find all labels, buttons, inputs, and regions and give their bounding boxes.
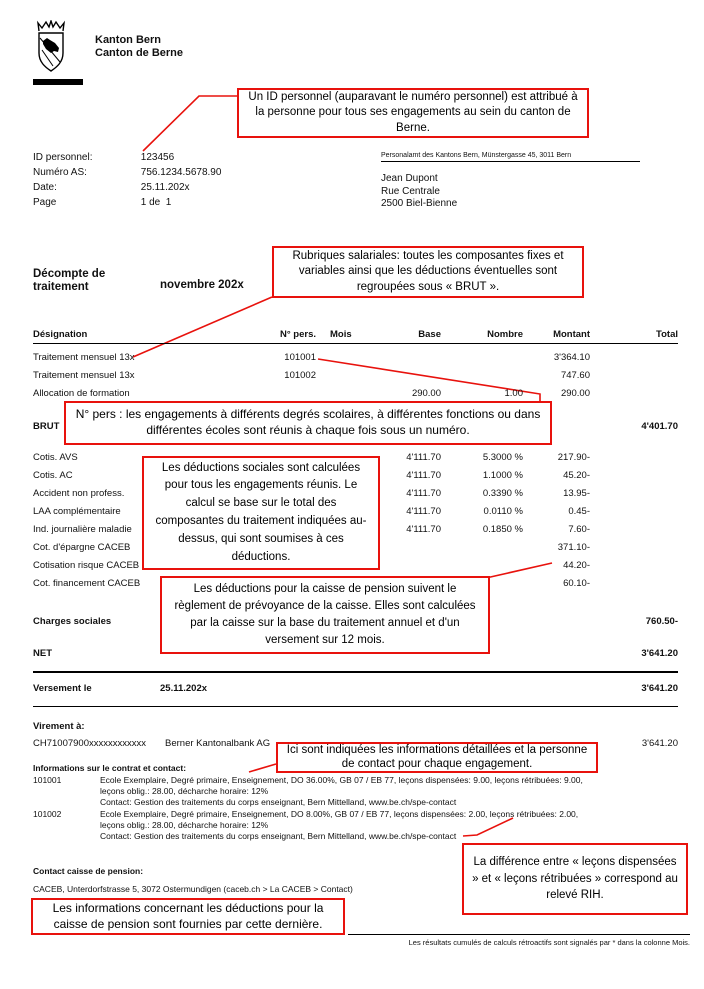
col-base: Base — [418, 329, 441, 340]
table-row-deduction — [33, 578, 678, 589]
doc-period: novembre 202x — [160, 279, 244, 291]
table-row-earning — [33, 352, 678, 363]
table-row-charges — [33, 616, 678, 627]
recipient-address — [381, 173, 457, 211]
meta-label: Page — [33, 197, 57, 208]
contract-item-id: 101001 — [33, 775, 62, 785]
divider-bar — [33, 79, 83, 85]
meta-row-id-personnel — [33, 152, 373, 163]
cell-montant — [523, 648, 590, 659]
cell-designation: Allocation de formation — [33, 388, 130, 399]
table-row-earning — [33, 388, 678, 399]
col-mois: Mois — [330, 329, 352, 340]
contracts-heading: Informations sur le contrat et contact: — [33, 763, 187, 773]
contract-item — [100, 809, 688, 842]
cell-designation: Charges sociales — [33, 616, 112, 627]
cell-npers — [270, 542, 316, 553]
callout-deductions-sociales-text: Les déductions sociales sont calculées pour tous les engagements réunis. Le calcul se base sur le total des composantes du traitement indiquées au-dessus, qui sont soumises à ces déductions. — [155, 461, 367, 563]
contract-line3: Contact: Gestion des traitements du corps enseignant, Bern Mittelland, www.be.ch/spe-contact — [100, 797, 457, 807]
cell-nombre: 5.3000 % — [482, 452, 523, 463]
contract-line2: leçons oblig.: 28.00, décharche horaire: 12% — [100, 820, 269, 830]
cell-base: 4'111.70 — [406, 488, 441, 499]
cell-montant: 371.10- — [557, 542, 590, 553]
cell-base — [360, 616, 441, 627]
cell-base — [360, 560, 441, 571]
cell-mois — [316, 560, 360, 571]
callout-rubriques-text: Rubriques salariales: toutes les composantes fixes et variables ainsi que les déductions éventuelles sont regroupées sous « BRUT ». — [292, 250, 564, 293]
col-nombre: Nombre — [487, 329, 523, 340]
cell-npers — [270, 421, 316, 432]
col-designation: Désignation — [33, 329, 88, 340]
cell-montant: 290.00 — [560, 388, 590, 399]
cell-base — [360, 542, 441, 553]
cell-nombre: 1.00 — [504, 388, 523, 399]
cell-montant: 45.20- — [563, 470, 590, 481]
cell-montant: 3'364.10 — [553, 352, 590, 363]
versement-label: Versement le — [33, 683, 92, 694]
footnote-rule — [348, 934, 690, 935]
cell-mois — [316, 542, 360, 553]
callout-lecons — [462, 843, 688, 915]
cell-nombre: 1.1000 % — [482, 470, 523, 481]
cell-montant: 7.60- — [568, 524, 590, 535]
callout-id-personnel-text: Un ID personnel (auparavant le numéro personnel) est attribué à la personne pour tous ses engagements au sein du canton de Berne. — [248, 91, 578, 134]
header-rule — [33, 343, 678, 344]
cell-mois — [316, 578, 360, 589]
cell-montant: 44.20- — [563, 560, 590, 571]
org-name-line1: Kanton Bern — [95, 34, 161, 46]
meta-value: 123456 — [140, 152, 175, 163]
meta-value: 25.11.202x — [140, 182, 190, 193]
cell-mois — [316, 370, 360, 381]
callout-contrat-contact-text: Ici sont indiquées les informations détaillées et la personne de contact pour chaque engagement. — [286, 743, 588, 770]
contract-item — [100, 775, 688, 808]
cell-npers: 101001 — [284, 352, 316, 363]
cell-montant — [523, 616, 590, 627]
cell-total — [590, 542, 678, 553]
virement-heading: Virement à: — [33, 721, 85, 732]
cell-mois — [316, 488, 360, 499]
org-name — [95, 34, 183, 60]
table-row-deduction — [33, 560, 678, 571]
connector-id-personnel — [143, 96, 237, 151]
pension-line: CACEB, Unterdorfstrasse 5, 3072 Ostermundigen (caceb.ch > La CACEB > Contact) — [33, 884, 353, 894]
cell-npers — [270, 560, 316, 571]
cell-npers — [270, 524, 316, 535]
table-row-versement — [33, 683, 678, 694]
callout-lecons-text: La différence entre « leçons dispensées » et « leçons rétribuées » correspond au relevé RIH. — [472, 855, 678, 902]
cell-mois — [316, 616, 360, 627]
cell-designation: Cot. d'épargne CACEB — [33, 542, 131, 553]
cell-npers — [270, 388, 316, 399]
bern-coat-of-arms-logo — [33, 20, 69, 76]
recipient-name: Jean Dupont — [381, 173, 438, 184]
cell-mois — [316, 506, 360, 517]
cell-npers — [270, 470, 316, 481]
contract-line2: leçons oblig.: 28.00, décharche horaire: 12% — [100, 786, 269, 796]
cell-nombre — [441, 370, 523, 381]
cell-total — [590, 370, 678, 381]
cell-base — [360, 352, 441, 363]
cell-mois — [316, 388, 360, 399]
col-total: Total — [656, 329, 678, 340]
table-row-deduction — [33, 506, 678, 517]
callout-pension-info-text: Les informations concernant les déductions pour la caisse de pension sont fournies par cette dernière. — [52, 900, 324, 931]
cell-total — [590, 524, 678, 535]
versement-rule-bottom — [33, 706, 678, 707]
cell-nombre — [441, 616, 523, 627]
cell-designation: Ind. journalière maladie — [33, 524, 132, 535]
cell-montant: 13.95- — [563, 488, 590, 499]
table-row-brut — [33, 421, 678, 432]
cell-montant — [523, 421, 590, 432]
meta-label: Numéro AS: — [33, 167, 87, 178]
cell-total: 3'641.20 — [641, 648, 678, 659]
cell-npers — [270, 648, 316, 659]
cell-montant: 217.90- — [557, 452, 590, 463]
table-header — [33, 329, 678, 340]
cell-npers — [270, 578, 316, 589]
table-row-deduction — [33, 470, 678, 481]
cell-base: 4'111.70 — [406, 470, 441, 481]
cell-nombre — [441, 648, 523, 659]
cell-montant: 0.45- — [568, 506, 590, 517]
cell-nombre: 0.3390 % — [482, 488, 523, 499]
meta-row-page — [33, 197, 373, 208]
cell-nombre — [441, 352, 523, 363]
versement-total: 3'641.20 — [641, 683, 678, 694]
callout-npers-text: N° pers : les engagements à différents degrés scolaires, à différentes fonctions ou dans différentes écoles sont réunis à chaque fois sous un numéro. — [75, 407, 541, 437]
cell-montant: 747.60 — [560, 370, 590, 381]
cell-total — [590, 506, 678, 517]
cell-total — [590, 578, 678, 589]
col-montant: Montant — [553, 329, 590, 340]
cell-nombre — [441, 560, 523, 571]
cell-nombre — [441, 542, 523, 553]
cell-designation: BRUT — [33, 421, 60, 432]
callout-id-personnel — [237, 88, 589, 138]
meta-row-date — [33, 182, 373, 193]
cell-designation: Accident non profess. — [33, 488, 125, 499]
contract-line1: Ecole Exemplaire, Degré primaire, Enseignement, DO 36.00%, GB 07 / EB 77, leçons dispensées: 9.00, leçons rétribuées: 9.00, — [100, 775, 583, 785]
cell-mois — [316, 452, 360, 463]
cell-designation: Cot. financement CACEB — [33, 578, 141, 589]
versement-date: 25.11.202x — [160, 683, 208, 694]
meta-value: 756.1234.5678.90 — [140, 167, 222, 178]
cell-total: 4'401.70 — [641, 421, 678, 432]
cell-base — [360, 421, 441, 432]
connector-rubriques — [133, 297, 272, 357]
virement-bank: Berner Kantonalbank AG — [165, 738, 271, 749]
cell-base: 4'111.70 — [406, 452, 441, 463]
cell-total — [590, 352, 678, 363]
cell-base — [360, 648, 441, 659]
cell-total — [590, 470, 678, 481]
virement-row — [33, 738, 678, 749]
cell-base: 290.00 — [411, 388, 441, 399]
pension-heading: Contact caisse de pension: — [33, 866, 144, 876]
virement-amount: 3'641.20 — [641, 738, 678, 749]
cell-npers — [270, 452, 316, 463]
cell-designation: LAA complémentaire — [33, 506, 121, 517]
callout-pension-info — [31, 898, 345, 935]
contract-item-id: 101002 — [33, 809, 62, 819]
doc-title: Décompte de traitement — [33, 268, 106, 293]
cell-total — [590, 452, 678, 463]
footnote: Les résultats cumulés de calculs rétroactifs sont signalés par * dans la colonne Mois. — [408, 938, 690, 947]
cell-npers — [270, 616, 316, 627]
cell-designation: Traitement mensuel 13x — [33, 352, 135, 363]
cell-npers — [270, 488, 316, 499]
contract-line1: Ecole Exemplaire, Degré primaire, Enseignement, DO 8.00%, GB 07 / EB 77, leçons dispensées: 2.00, leçons rétribuées: 2.00, — [100, 809, 579, 819]
cell-total — [590, 560, 678, 571]
cell-nombre: 0.1850 % — [482, 524, 523, 535]
cell-total — [590, 488, 678, 499]
table-row-deduction — [33, 488, 678, 499]
meta-label: Date: — [33, 182, 57, 193]
cell-base: 4'111.70 — [406, 506, 441, 517]
cell-designation: Traitement mensuel 13x — [33, 370, 135, 381]
meta-label: ID personnel: — [33, 152, 93, 163]
cell-nombre — [441, 421, 523, 432]
connector-contrat-contact — [249, 764, 276, 772]
cell-total — [590, 388, 678, 399]
table-row-net — [33, 648, 678, 659]
cell-designation: Cotisation risque CACEB — [33, 560, 140, 571]
cell-nombre — [441, 578, 523, 589]
cell-montant: 60.10- — [563, 578, 590, 589]
cell-designation: NET — [33, 648, 52, 659]
cell-designation: Cotis. AVS — [33, 452, 78, 463]
cell-mois — [316, 352, 360, 363]
meta-row-numero-as — [33, 167, 373, 178]
meta-value: 1 de 1 — [140, 197, 172, 208]
cell-base — [360, 578, 441, 589]
col-npers: N° pers. — [279, 329, 316, 340]
cell-mois — [316, 470, 360, 481]
cell-nombre: 0.0110 % — [483, 506, 523, 517]
recipient-city: 2500 Biel-Bienne — [381, 198, 458, 209]
table-row-deduction — [33, 542, 678, 553]
callout-caisse-pension-text: Les déductions pour la caisse de pension suivent le règlement de prévoyance de la caisse. Elles sont calculées par la caisse sur la base du traitement annuel et d'un versement sur 12 mois. — [174, 582, 476, 647]
table-row-earning — [33, 370, 678, 381]
cell-mois — [316, 648, 360, 659]
sender-line: Personalamt des Kantons Bern, Münstergasse 45, 3011 Bern — [381, 152, 640, 162]
cell-mois — [316, 421, 360, 432]
contract-line3: Contact: Gestion des traitements du corps enseignant, Bern Mittelland, www.be.ch/spe-contact — [100, 831, 457, 841]
callout-rubriques — [272, 246, 584, 298]
cell-total: 760.50- — [645, 616, 678, 627]
cell-designation: Cotis. AC — [33, 470, 73, 481]
cell-npers — [270, 506, 316, 517]
org-name-line2: Canton de Berne — [95, 47, 184, 59]
versement-rule-top — [33, 671, 678, 673]
cell-base — [360, 370, 441, 381]
recipient-street: Rue Centrale — [381, 185, 440, 197]
cell-mois — [316, 524, 360, 535]
cell-npers: 101002 — [284, 370, 316, 381]
virement-iban: CH71007900xxxxxxxxxxxx — [33, 738, 146, 749]
table-row-deduction — [33, 524, 678, 535]
cell-base: 4'111.70 — [406, 524, 441, 535]
table-row-deduction — [33, 452, 678, 463]
